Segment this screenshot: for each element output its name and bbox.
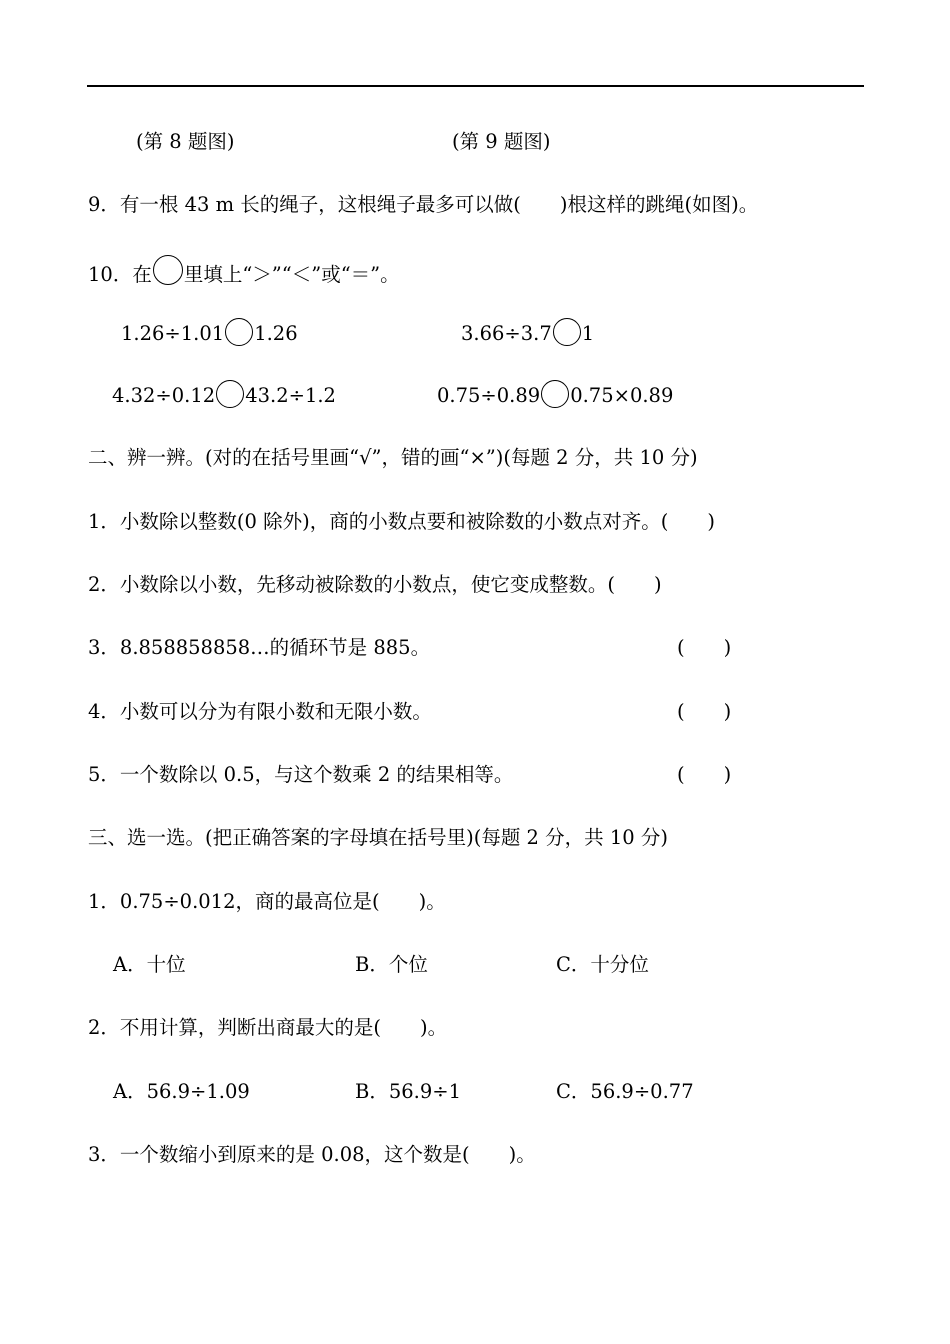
compare-item — [461, 318, 594, 347]
section-2-heading: 二、辨一辨。(对的在括号里画“√”，错的画“×”)(每题 2 分，共 10 分) — [88, 446, 698, 469]
compare-left: 1.26÷1.01 — [121, 322, 225, 345]
answer-circle[interactable] — [553, 318, 581, 346]
compare-right: 43.2÷1.2 — [245, 384, 336, 407]
judge-item: 5．一个数除以 0.5，与这个数乘 2 的结果相等。 — [88, 763, 514, 786]
compare-item — [121, 318, 298, 347]
choice-question-stem: 3．一个数缩小到原来的是 0.08，这个数是( )。 — [88, 1143, 536, 1166]
choice-option-b: B．个位 — [355, 953, 428, 976]
compare-left: 3.66÷3.7 — [461, 322, 552, 345]
question-9: 9．有一根 43 m 长的绳子，这根绳子最多可以做( )根这样的跳绳(如图)。 — [88, 193, 759, 216]
judge-item: 2．小数除以小数，先移动被除数的小数点，使它变成整数。( ) — [88, 573, 662, 596]
judge-item: 1．小数除以整数(0 除外)，商的小数点要和被除数的小数点对齐。( ) — [88, 510, 715, 533]
choice-option-c: C．56.9÷0.77 — [556, 1080, 694, 1103]
judge-item: 4．小数可以分为有限小数和无限小数。 — [88, 700, 432, 723]
judge-item: 3．8.858858858…的循环节是 885。 — [88, 636, 431, 659]
choice-option-a: A．十位 — [113, 953, 186, 976]
compare-right: 1.26 — [254, 322, 298, 345]
question-10-instruction — [88, 255, 400, 288]
section-3-heading: 三、选一选。(把正确答案的字母填在括号里)(每题 2 分，共 10 分) — [88, 826, 668, 849]
choice-option-c: C．十分位 — [556, 953, 649, 976]
answer-bracket[interactable]: ( ) — [677, 636, 732, 659]
compare-left: 4.32÷0.12 — [112, 384, 216, 407]
question-10-prefix: 10．在 — [88, 263, 152, 286]
compare-item — [437, 380, 673, 409]
answer-bracket[interactable]: ( ) — [677, 700, 732, 723]
answer-circle[interactable] — [541, 380, 569, 408]
compare-left: 0.75÷0.89 — [437, 384, 541, 407]
choice-question-stem: 2．不用计算，判断出商最大的是( )。 — [88, 1016, 448, 1039]
figure-8-caption: (第 8 题图) — [136, 130, 235, 153]
question-10-suffix: 里填上“＞”“＜”或“＝”。 — [183, 263, 400, 286]
compare-right: 0.75×0.89 — [570, 384, 674, 407]
compare-right: 1 — [581, 322, 595, 345]
answer-circle[interactable] — [216, 380, 244, 408]
answer-circle[interactable] — [225, 318, 253, 346]
compare-item — [112, 380, 336, 409]
figure-9-caption: (第 9 题图) — [452, 130, 551, 153]
choice-option-b: B．56.9÷1 — [355, 1080, 461, 1103]
top-rule — [87, 85, 864, 87]
choice-option-a: A．56.9÷1.09 — [113, 1080, 250, 1103]
answer-bracket[interactable]: ( ) — [677, 763, 732, 786]
compare-circle-icon — [153, 255, 183, 285]
choice-question-stem: 1．0.75÷0.012，商的最高位是( )。 — [88, 890, 446, 913]
